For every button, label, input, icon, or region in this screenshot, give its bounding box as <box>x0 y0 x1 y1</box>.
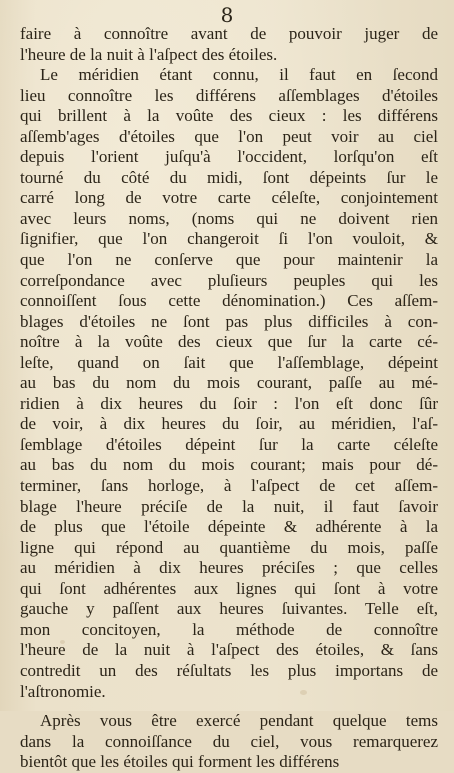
text-line: Le méridien étant connu, il faut en ſecond <box>40 65 438 85</box>
text-line: l'heure de la nuit à l'aſpect des étoiles. <box>20 44 278 64</box>
text-line: Après vous être exercé pendant quelque tems <box>40 711 438 731</box>
text-line: depuis l'orient juſqu'à l'occident, lorſqu'on eſt <box>20 147 438 167</box>
text-line: au méridien à dix heures préciſes ; que celles <box>20 558 438 578</box>
text-line: au bas du nom du mois courant; mais pour dé- <box>20 455 438 475</box>
page-number: 8 <box>220 3 234 27</box>
text-line: faire à connoître avant de pouvoir juger de <box>20 24 438 43</box>
text-line: ſignifier, que l'on changeroit ſi l'on vouloit, & <box>20 229 438 249</box>
text-line: carré long de votre carte céleſte, conjointement <box>20 188 438 208</box>
body-text <box>20 24 438 773</box>
text-line: qui brillent à la voûte des cieux : les différens <box>20 106 438 126</box>
paragraph <box>20 24 438 65</box>
text-line: l'aſtronomie. <box>20 681 106 701</box>
text-line: au bas du nom du mois courant, paſſe au mé- <box>20 373 438 393</box>
text-line: ligne qui répond au quantième du mois, paſſe <box>20 537 438 557</box>
text-line: de voir, à dix heures du ſoir, au méridien, l'aſ- <box>20 414 438 434</box>
text-line: aſſemb'ages d'étoiles que l'on peut voir au ciel <box>20 126 438 146</box>
text-line: que l'on ne conſerve que pour maintenir la <box>20 250 438 270</box>
text-line: noître à la voûte des cieux que ſur la carte cé- <box>20 332 438 352</box>
text-line: dans la connoiſſance du ciel, vous remarquerez <box>20 731 438 751</box>
text-line: blage l'heure préciſe de la nuit, il faut ſavoir <box>20 496 438 516</box>
text-line: leſte, quand on ſait que l'aſſemblage, dépeint <box>20 352 438 372</box>
text-line: mon concitoyen, la méthode de connoître <box>20 619 438 639</box>
text-line: de plus que l'étoile dépeinte & adhérente à la <box>20 517 438 537</box>
text-line: ridien à dix heures du ſoir : l'on eſt donc ſûr <box>20 393 438 413</box>
text-line: gauche y paſſent aux heures ſuivantes. Telle eſt, <box>20 599 438 619</box>
text-line: qui ſont adhérentes aux lignes qui ſont à votre <box>20 578 438 598</box>
text-line: contredit un des réſultats les plus importans de <box>20 660 438 680</box>
text-line: avec leurs noms, (noms qui ne doivent rien <box>20 208 438 228</box>
text-line: connoiſſent ſous cette dénomination.) Ces aſſem- <box>20 291 438 311</box>
text-line: correſpondance avec pluſieurs peuples qui les <box>20 270 438 290</box>
paragraph <box>20 711 438 773</box>
paragraph-gap <box>20 702 438 711</box>
text-line: terminer, ſans horloge, à l'aſpect de cet aſſem- <box>20 476 438 496</box>
text-line: l'heure de la nuit à l'aſpect des étoiles, & ſans <box>20 640 438 660</box>
text-line: blages d'étoiles ne ſont pas plus difficiles à con- <box>20 311 438 331</box>
text-line: ſemblage d'étoiles dépeint ſur la carte céleſte <box>20 434 438 454</box>
text-line: lieu connoître les différens aſſemblages d'étoiles <box>20 85 438 105</box>
paragraph <box>20 65 438 702</box>
text-line: tourné du côté du midi, ſont dépeints ſur le <box>20 167 438 187</box>
text-line: bientôt que les étoiles qui forment les différens <box>20 752 340 772</box>
